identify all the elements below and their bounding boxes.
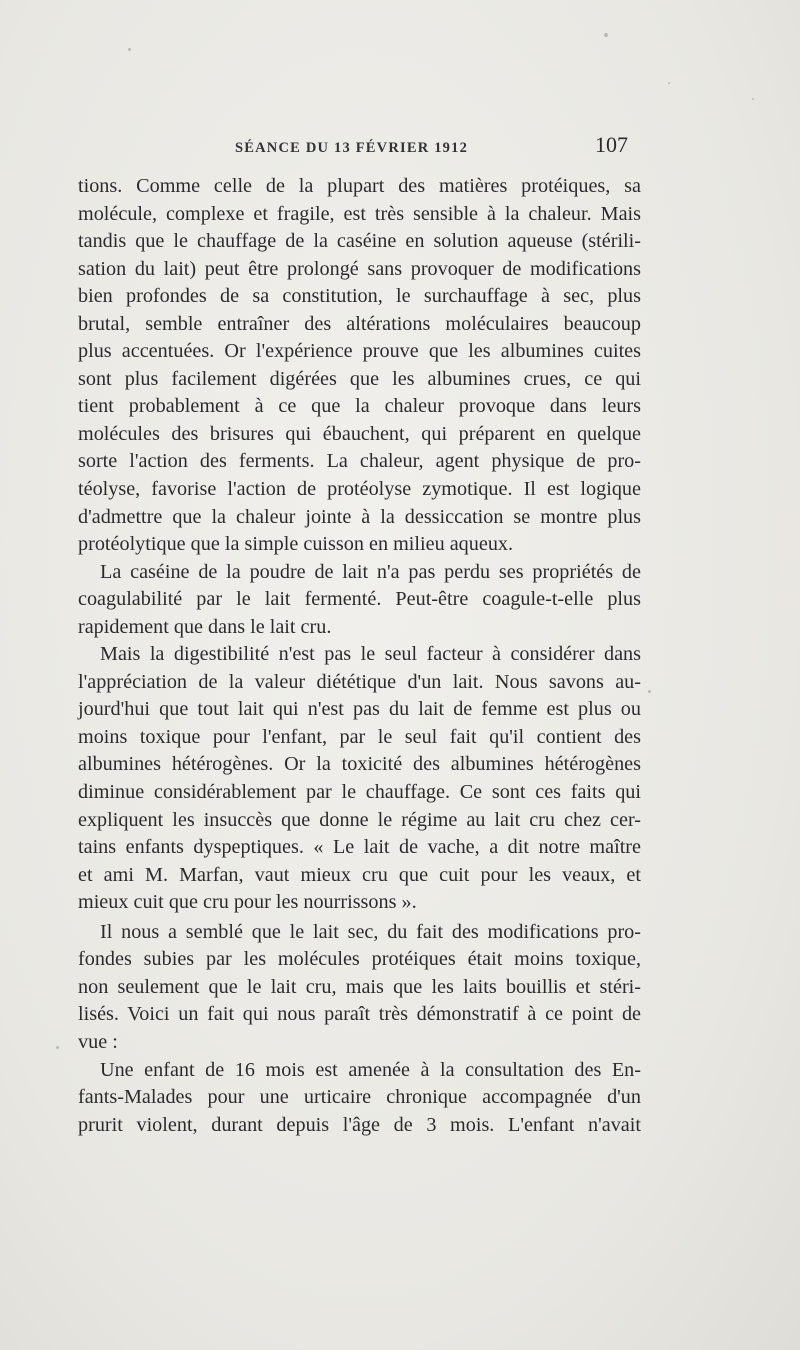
- text-line: Une enfant de 16 mois est amenée à la consultation des En-: [100, 1058, 641, 1081]
- page-speck: [128, 48, 131, 51]
- page-speck: [668, 82, 670, 84]
- text-line: bien profondes de sa constitution, le surchauffage à sec, plus: [78, 285, 641, 308]
- text-line: molécule, complexe et fragile, est très sensible à la chaleur. Mais: [78, 202, 641, 225]
- text-line: vue :: [78, 1030, 118, 1053]
- page-header: [235, 132, 635, 166]
- text-line: sont plus facilement digérées que les albumines crues, ce qui: [78, 367, 641, 390]
- text-line: moins toxique pour l'enfant, par le seul fait qu'il contient des: [78, 725, 641, 748]
- text-line: non seulement que le lait cru, mais que les laits bouillis et stéri-: [78, 975, 641, 998]
- text-line: diminue considérablement par le chauffage. Ce sont ces faits qui: [78, 781, 641, 804]
- text-line: sation du lait) peut être prolongé sans provoquer de modifications: [78, 257, 641, 280]
- page-speck: [604, 33, 608, 37]
- text-line: molécules des brisures qui ébauchent, qui préparent en quelque: [78, 422, 641, 445]
- text-line: l'appréciation de la valeur diététique d'un lait. Nous savons au-: [78, 670, 641, 693]
- text-line: lisés. Voici un fait qui nous paraît très démonstratif à ce point de: [78, 1003, 641, 1026]
- page-number: 107: [595, 132, 628, 157]
- page-speck: [56, 1046, 59, 1049]
- text-line: sorte l'action des ferments. La chaleur, agent physique de pro-: [78, 450, 641, 473]
- text-line: fants-Malades pour une urticaire chronique accompagnée d'un: [78, 1086, 641, 1109]
- text-line: albumines hétérogènes. Or la toxicité des albumines hétérogènes: [78, 753, 641, 776]
- text-line: La caséine de la poudre de lait n'a pas perdu ses propriétés de: [100, 560, 641, 583]
- text-line: coagulabilité par le lait fermenté. Peut-être coagule-t-elle plus: [78, 588, 641, 611]
- text-line: tions. Comme celle de la plupart des matières protéiques, sa: [78, 175, 641, 197]
- running-title: SÉANCE DU 13 FÉVRIER 1912: [235, 140, 469, 156]
- text-line: expliquent les insuccès que donne le régime au lait cru chez cer-: [78, 808, 641, 831]
- body-text: [78, 173, 641, 1139]
- text-line: protéolytique que la simple cuisson en milieu aqueux.: [78, 533, 514, 556]
- text-line: tient probablement à ce que la chaleur provoque dans leurs: [78, 395, 641, 418]
- text-line: rapidement que dans le lait cru.: [78, 615, 332, 638]
- text-line: et ami M. Marfan, vaut mieux cru que cuit pour les veaux, et: [78, 863, 641, 886]
- page-speck: [752, 98, 754, 100]
- text-line: Mais la digestibilité n'est pas le seul facteur à considérer dans: [100, 643, 641, 666]
- text-line: mieux cuit que cru pour les nourrissons ».: [78, 891, 417, 914]
- text-line: prurit violent, durant depuis l'âge de 3 mois. L'enfant n'avait: [78, 1113, 641, 1136]
- text-line: tandis que le chauffage de la caséine en solution aqueuse (stérili-: [78, 230, 641, 253]
- text-line: plus accentuées. Or l'expérience prouve que les albumines cuites: [78, 340, 641, 363]
- text-line: fondes subies par les molécules protéiques était moins toxique,: [78, 948, 641, 971]
- text-line: brutal, semble entraîner des altérations moléculaires beaucoup: [78, 312, 641, 335]
- text-line: tains enfants dyspeptiques. « Le lait de vache, a dit notre maître: [78, 836, 641, 859]
- page-speck: [648, 690, 651, 693]
- text-line: jourd'hui que tout lait qui n'est pas du lait de femme est plus ou: [78, 698, 641, 721]
- text-line: d'admettre que la chaleur jointe à la dessiccation se montre plus: [78, 505, 641, 528]
- text-line: téolyse, favorise l'action de protéolyse zymotique. Il est logique: [78, 478, 641, 501]
- text-line: Il nous a semblé que le lait sec, du fait des modifications pro-: [100, 920, 641, 943]
